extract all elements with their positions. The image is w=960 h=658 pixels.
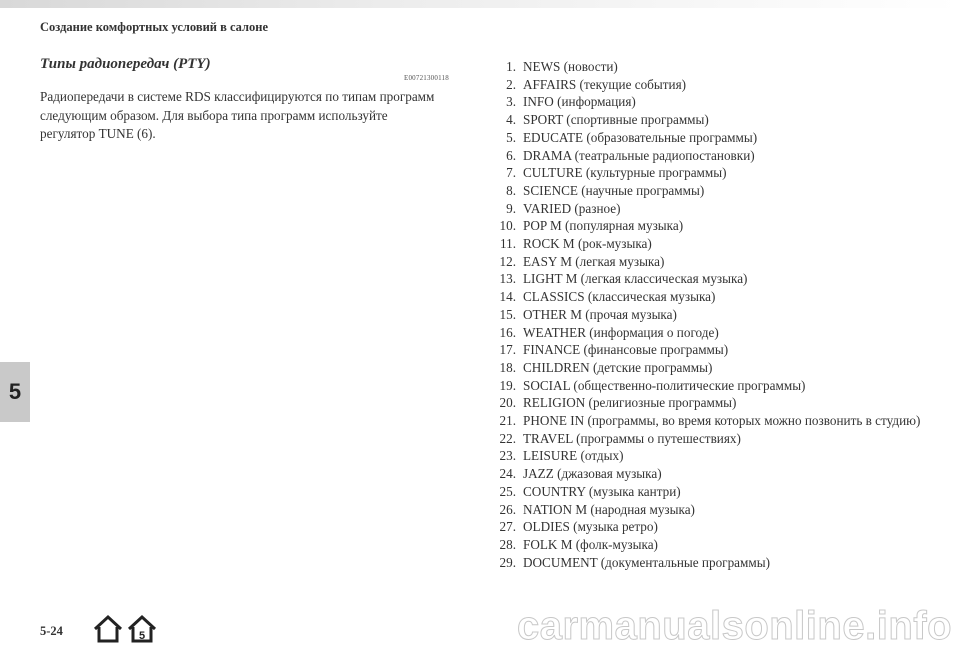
genre-number: 23. [499,448,516,464]
genre-list-item [492,235,932,253]
genre-text: NEWS (новости) [523,59,618,74]
genre-list-item [492,182,932,200]
chapter-home-icon[interactable] [126,614,158,644]
genre-number: 17. [499,342,516,358]
genre-text: COUNTRY (музыка кантри) [523,483,681,499]
genre-text: OLDIES (музыка ретро) [523,519,658,535]
genre-list-item [492,377,932,395]
genre-list-item [492,217,932,235]
genre-number: 6. [506,147,516,163]
genre-list-item [492,58,932,76]
genre-number: 27. [499,519,516,535]
document-code: E00721300118 [404,74,449,82]
genre-list-item [492,341,932,359]
genre-list-item [492,93,932,111]
genre-list-item [492,518,932,536]
pty-intro-paragraph: Радиопередачи в системе RDS классифицируются по типам программ следующим образом. Для выбора типа программ используйте регулятор TUNE (6). [40,89,435,141]
genre-number: 7. [506,165,516,181]
genre-list-item [492,76,932,94]
genre-text: OTHER M (прочая музыка) [523,306,677,322]
chapter-home-icon-label: 5 [138,630,146,642]
genre-text: EDUCATE (образовательные программы) [523,129,758,145]
genre-list-item [492,412,932,430]
genre-text: RELIGION (религиозные программы) [523,395,737,411]
genre-list-item [492,200,932,218]
genre-text: DRAMA (театральные радиопостановки) [523,147,755,163]
section-header: Создание комфортных условий в салоне [40,20,269,34]
genre-text: LIGHT M (легкая классическая музыка) [523,271,748,287]
home-icon[interactable] [92,614,124,644]
genre-text: VARIED (разное) [523,200,621,216]
genre-number: 25. [499,483,516,499]
genre-number: 5. [506,129,516,145]
genre-list-item [492,430,932,448]
genre-text: SOCIAL (общественно-политические программы) [523,377,806,393]
genre-text: JAZZ (джазовая музыка) [523,466,662,482]
genre-text: DOCUMENT (документальные программы) [523,554,770,570]
genre-list-item [492,536,932,554]
genre-text: WEATHER (информация о погоде) [523,324,719,340]
genre-text: INFO (информация) [523,94,636,110]
genre-list-item [492,554,932,572]
genre-number: 26. [499,501,516,517]
genre-number: 14. [499,289,516,305]
chapter-tab-number: 5 [8,379,22,404]
top-gradient-band [0,0,960,8]
genre-number: 28. [499,536,516,552]
genre-text: NATION M (народная музыка) [523,501,695,517]
genre-list-item [492,270,932,288]
genre-number: 12. [499,253,516,269]
genre-number: 10. [499,218,516,234]
chapter-tab[interactable] [0,362,30,422]
genre-number: 22. [499,430,516,446]
genre-list-item [492,447,932,465]
genre-number: 3. [506,94,516,110]
genre-text: FOLK M (фолк-музыка) [523,536,658,552]
pty-genre-list [492,58,932,571]
genre-text: CHILDREN (детские программы) [523,359,713,375]
genre-list-item [492,394,932,412]
genre-number: 18. [499,359,516,375]
genre-number: 24. [499,466,516,482]
genre-list-item [492,324,932,342]
genre-number: 8. [506,182,516,198]
genre-list-item [492,465,932,483]
genre-list-item [492,253,932,271]
genre-list-item [492,111,932,129]
pty-section-title: Типы радиопередач (PTY) [40,56,211,72]
genre-list-item [492,306,932,324]
genre-number: 2. [506,76,516,92]
genre-number: 19. [499,377,516,393]
genre-list-item [492,288,932,306]
genre-text: LEISURE (отдых) [523,448,624,464]
genre-number: 13. [499,271,516,287]
genre-number: 11. [500,236,516,252]
genre-number: 21. [499,413,516,429]
footer-navigation-icons [92,614,158,644]
genre-text: ROCK M (рок-музыка) [523,236,652,252]
genre-number: 29. [499,554,516,570]
genre-number: 9. [506,200,516,216]
watermark-text: carmanualsonline.info [516,604,952,648]
genre-text: TRAVEL (программы о путешествиях) [523,430,741,446]
genre-list-item [492,147,932,165]
genre-list-item [492,164,932,182]
genre-number: 20. [499,395,516,411]
genre-list-item [492,501,932,519]
genre-text: PHONE IN (программы, во время которых можно позвонить в студию) [523,413,921,429]
genre-number: 16. [499,324,516,340]
genre-text: SCIENCE (научные программы) [523,182,705,198]
genre-text: POP M (популярная музыка) [523,218,684,234]
genre-number: 15. [499,306,516,322]
genre-text: EASY M (легкая музыка) [523,253,665,269]
genre-text: AFFAIRS (текущие события) [523,76,687,92]
genre-list-item [492,129,932,147]
genre-list-item [492,359,932,377]
genre-text: CLASSICS (классическая музыка) [523,289,716,305]
genre-number: 1. [506,59,516,74]
genre-number: 4. [506,112,516,128]
page-number: 5-24 [40,624,63,638]
genre-text: CULTURE (культурные программы) [523,165,727,181]
genre-text: SPORT (спортивные программы) [523,112,709,128]
genre-list-item [492,483,932,501]
genre-text: FINANCE (финансовые программы) [523,342,729,358]
